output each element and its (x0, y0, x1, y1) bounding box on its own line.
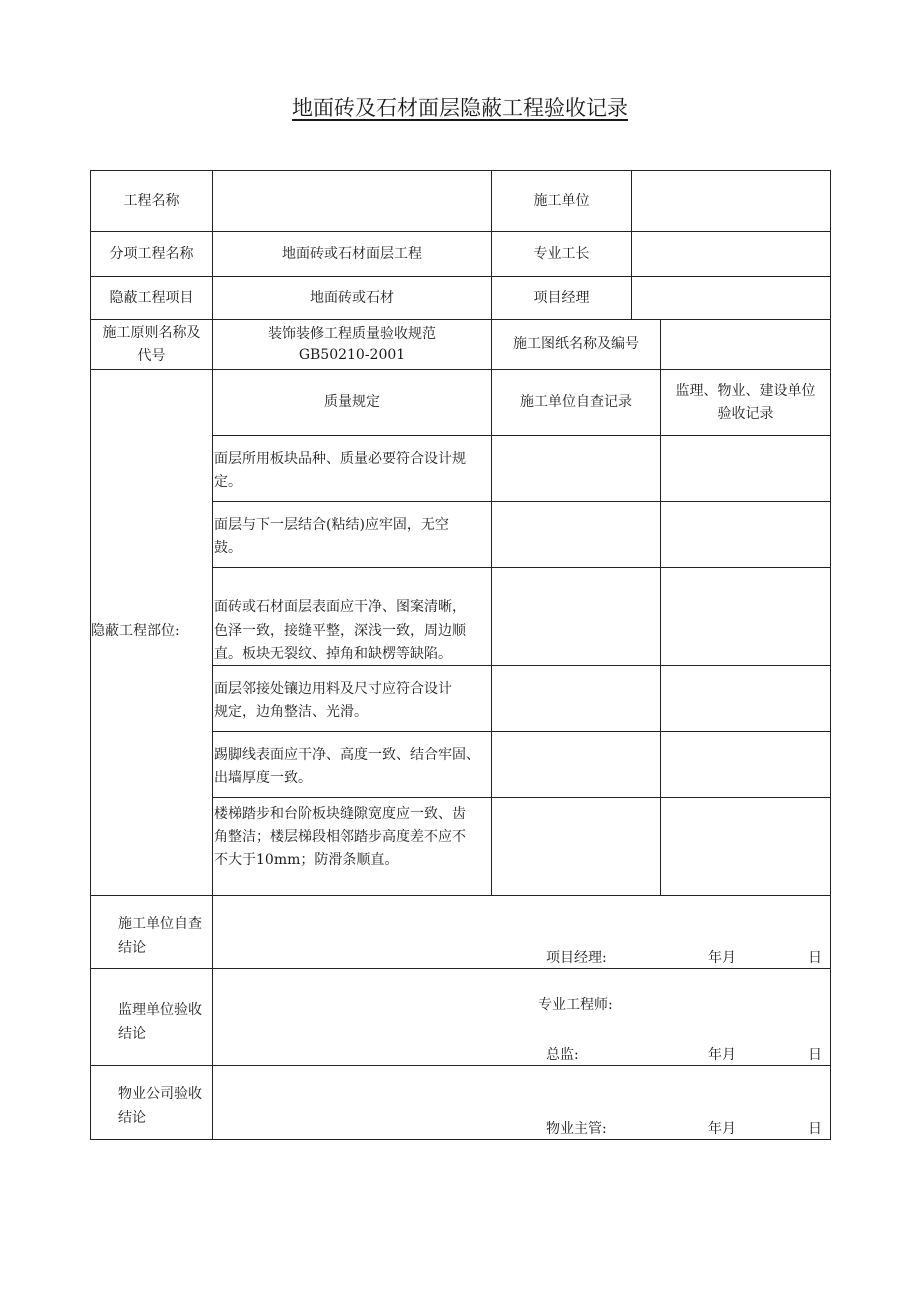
standard-value-line1: 装饰装修工程质量验收规范 (268, 325, 436, 342)
standard-label-line2: 代号 (137, 347, 166, 364)
table-row-quality: 面砖或石材面层表面应干净、图案清晰， 色泽一致，接缝平整，深浅一致，周边顺 直。板块无裂纹、掉角和缺楞等缺陷。 (214, 599, 466, 662)
property-sign-label: 物业主管: (546, 1121, 607, 1137)
concealed-part-label: 隐蔽工程部位: (91, 623, 180, 639)
supervision-engineer-label: 专业工程师: (538, 997, 613, 1013)
foreman-value[interactable] (632, 232, 830, 276)
supervision-year-month: 年月 (708, 1047, 736, 1063)
project-name-label: 工程名称 (123, 192, 180, 209)
self-check-conclusion-label: 施工单位自查 结论 (118, 916, 202, 956)
page-title: 地面砖及石材面层隐蔽工程验收记录 (292, 96, 628, 120)
standard-value (213, 320, 491, 369)
col-supervision-line1: 监理、物业、建设单位 (675, 382, 816, 399)
construction-unit-value[interactable] (632, 171, 830, 231)
table-row-quality: 踢脚线表面应干净、高度一致、结合牢固、 出墙厚度一致。 (214, 747, 480, 786)
concealed-item-value: 地面砖或石材 (310, 289, 394, 306)
concealed-item-label: 隐蔽工程项目 (109, 289, 194, 306)
self-check-year-month: 年月 (708, 950, 736, 966)
col-self-check-header: 施工单位自查记录 (520, 394, 632, 410)
col-supervision-header (661, 370, 830, 435)
table-row-quality: 面层邻接处镶边用料及尺寸应符合设计 规定，边角整洁、光滑。 (214, 681, 452, 720)
foreman-label: 专业工长 (533, 245, 590, 262)
standard-label-line1: 施工原则名称及 (102, 324, 201, 341)
drawing-value[interactable] (661, 320, 830, 369)
col-quality-header: 质量规定 (324, 394, 380, 410)
self-check-sign-label: 项目经理: (546, 950, 607, 966)
project-manager-value[interactable] (632, 277, 830, 319)
sub-project-value: 地面砖或石材面层工程 (282, 245, 422, 262)
supervision-day: 日 (808, 1047, 822, 1063)
construction-unit-label: 施工单位 (533, 192, 590, 209)
supervision-chief-label: 总监: (546, 1047, 579, 1063)
table-row-quality: 面层所用板块品种、质量必要符合设计规 定。 (214, 451, 466, 490)
self-check-day: 日 (808, 950, 822, 966)
sub-project-label: 分项工程名称 (109, 245, 194, 262)
standard-label (91, 320, 212, 369)
standard-value-line2: GB50210-2001 (298, 346, 406, 363)
col-supervision-line2: 验收记录 (717, 405, 774, 422)
supervision-conclusion-label: 监理单位验收 结论 (118, 1002, 202, 1042)
drawing-label: 施工图纸名称及编号 (513, 336, 639, 352)
project-name-value[interactable] (213, 171, 491, 231)
property-day: 日 (808, 1121, 822, 1137)
project-manager-label: 项目经理 (533, 289, 590, 306)
table-row-quality: 楼梯踏步和台阶板块缝隙宽度应一致、齿 角整洁；楼层梯段相邻踏步高度差不应不 不大于10mm；防滑条顺直。 (214, 806, 466, 868)
property-conclusion-label: 物业公司验收 结论 (118, 1086, 202, 1126)
table-row-quality: 面层与下一层结合(粘结)应牢固，无空 鼓。 (214, 517, 449, 556)
property-year-month: 年月 (708, 1121, 736, 1137)
